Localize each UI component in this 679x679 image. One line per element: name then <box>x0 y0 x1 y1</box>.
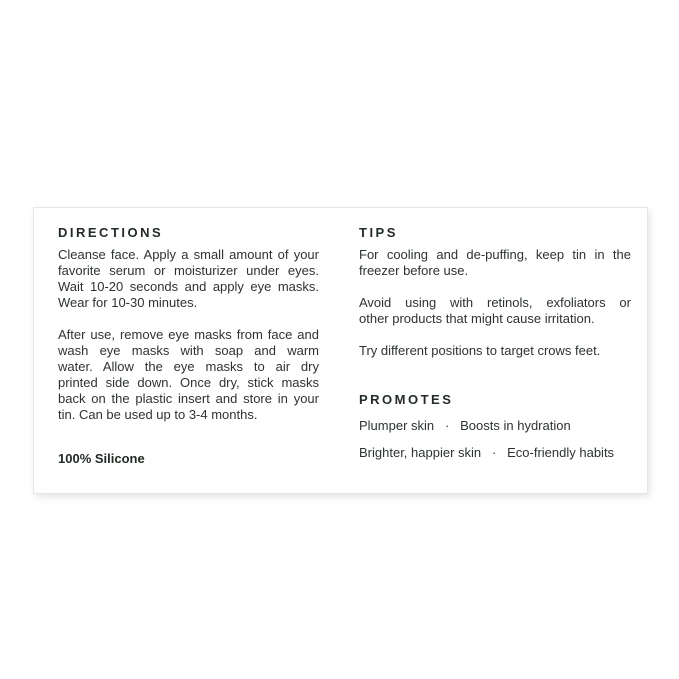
tip-line: For cooling and de-puffing, keep tin in the <box>359 247 631 262</box>
promotes-heading: PROMOTES <box>359 392 454 407</box>
directions-heading: DIRECTIONS <box>58 225 164 240</box>
promotes-row: Plumper skin · Boosts in hydration <box>359 418 571 433</box>
directions-line: Wear for 10-30 minutes. <box>58 295 198 310</box>
directions-line: water. Allow the eye masks to air dry <box>58 359 319 374</box>
product-info-card <box>33 207 648 494</box>
directions-line: After use, remove eye masks from face and <box>58 327 319 342</box>
tip-line: Try different positions to target crows feet. <box>359 343 601 358</box>
directions-line: Cleanse face. Apply a small amount of your <box>58 247 319 262</box>
tips-heading: TIPS <box>359 225 398 240</box>
directions-line: Wait 10-20 seconds and apply eye masks. <box>58 279 319 294</box>
promotes-row: Brighter, happier skin · Eco-friendly habits <box>359 445 615 460</box>
directions-line: printed side down. Once dry, stick masks <box>58 375 319 390</box>
tip-line: freezer before use. <box>359 263 469 278</box>
directions-line: back on the plastic insert and store in your <box>58 391 319 406</box>
directions-line: favorite serum or moisturizer under eyes. <box>58 263 319 278</box>
directions-paragraph-2 <box>58 327 319 423</box>
material-note: 100% Silicone <box>58 451 145 466</box>
tip-line: other products that might cause irritation. <box>359 311 595 326</box>
directions-paragraph-1 <box>58 247 319 311</box>
directions-column <box>58 225 319 467</box>
tip-paragraph-1 <box>359 247 631 279</box>
directions-line: wash eye masks with soap and warm <box>58 343 319 358</box>
tip-paragraph-2 <box>359 295 631 327</box>
tip-paragraph-3 <box>359 343 631 359</box>
tips-column <box>359 225 631 461</box>
directions-line: tin. Can be used up to 3-4 months. <box>58 407 258 422</box>
tip-line: Avoid using with retinols, exfoliators or <box>359 295 631 310</box>
